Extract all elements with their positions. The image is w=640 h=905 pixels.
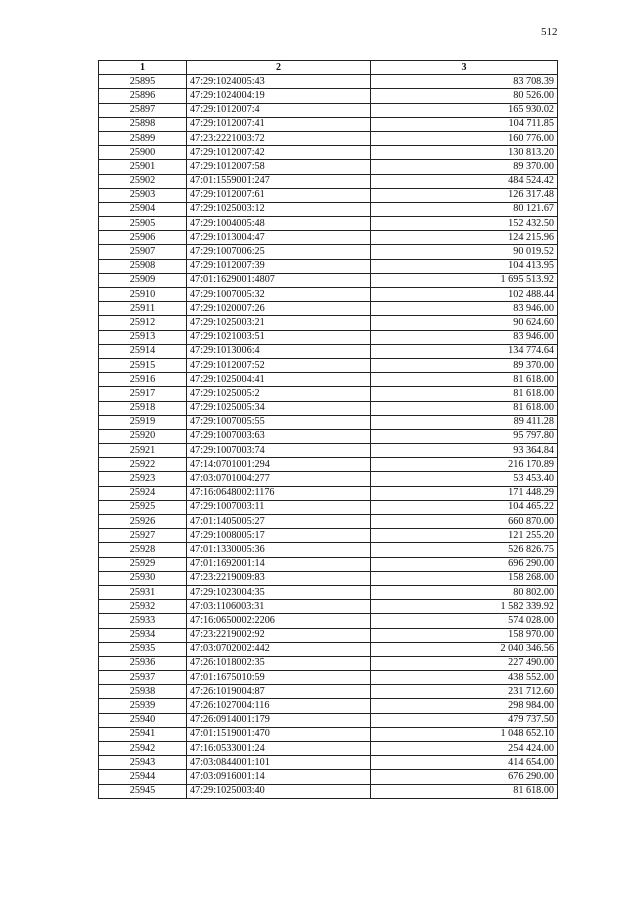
row-number: 25935 bbox=[99, 642, 187, 656]
cadastral-value: 80 526.00 bbox=[371, 89, 558, 103]
row-number: 25932 bbox=[99, 600, 187, 614]
table-row bbox=[99, 628, 558, 642]
row-number: 25939 bbox=[99, 699, 187, 713]
row-number: 25905 bbox=[99, 217, 187, 231]
table-row bbox=[99, 358, 558, 372]
cadastral-number: 47:29:1025003:21 bbox=[187, 316, 371, 330]
row-number: 25940 bbox=[99, 713, 187, 727]
cadastral-value: 126 317.48 bbox=[371, 188, 558, 202]
table-row bbox=[99, 557, 558, 571]
cadastral-value: 89 370.00 bbox=[371, 160, 558, 174]
cadastral-value: 104 465.22 bbox=[371, 500, 558, 514]
cadastral-number: 47:29:1020007:26 bbox=[187, 302, 371, 316]
table-header bbox=[99, 61, 558, 75]
cadastral-value: 90 624.60 bbox=[371, 316, 558, 330]
table-row bbox=[99, 231, 558, 245]
cadastral-value: 53 453.40 bbox=[371, 472, 558, 486]
cadastral-value: 134 774.64 bbox=[371, 344, 558, 358]
row-number: 25896 bbox=[99, 89, 187, 103]
table-row bbox=[99, 671, 558, 685]
cadastral-value: 83 708.39 bbox=[371, 75, 558, 89]
row-number: 25924 bbox=[99, 486, 187, 500]
row-number: 25945 bbox=[99, 784, 187, 798]
row-number: 25922 bbox=[99, 458, 187, 472]
cadastral-number: 47:29:1013004:47 bbox=[187, 231, 371, 245]
cadastral-number: 47:16:0533001:24 bbox=[187, 742, 371, 756]
table-row bbox=[99, 571, 558, 585]
cadastral-number: 47:29:1012007:41 bbox=[187, 117, 371, 131]
cadastral-number: 47:29:1004005:48 bbox=[187, 217, 371, 231]
table-row bbox=[99, 444, 558, 458]
row-number: 25898 bbox=[99, 117, 187, 131]
row-number: 25918 bbox=[99, 401, 187, 415]
table-row bbox=[99, 75, 558, 89]
row-number: 25923 bbox=[99, 472, 187, 486]
table-row bbox=[99, 429, 558, 443]
cadastral-value: 676 290.00 bbox=[371, 770, 558, 784]
cadastral-value: 254 424.00 bbox=[371, 742, 558, 756]
cadastral-value: 89 370.00 bbox=[371, 358, 558, 372]
table-row bbox=[99, 500, 558, 514]
table-row bbox=[99, 600, 558, 614]
table-row bbox=[99, 373, 558, 387]
cadastral-value: 171 448.29 bbox=[371, 486, 558, 500]
cadastral-value: 216 170.89 bbox=[371, 458, 558, 472]
cadastral-number: 47:16:0648002:1176 bbox=[187, 486, 371, 500]
cadastral-value: 2 040 346.56 bbox=[371, 642, 558, 656]
cadastral-number: 47:29:1023004:35 bbox=[187, 585, 371, 599]
table-row bbox=[99, 131, 558, 145]
row-number: 25919 bbox=[99, 415, 187, 429]
table-row bbox=[99, 188, 558, 202]
cadastral-value: 80 121.67 bbox=[371, 202, 558, 216]
row-number: 25909 bbox=[99, 273, 187, 287]
row-number: 25895 bbox=[99, 75, 187, 89]
cadastral-value: 696 290.00 bbox=[371, 557, 558, 571]
cadastral-value: 102 488.44 bbox=[371, 288, 558, 302]
cadastral-number: 47:29:1025005:34 bbox=[187, 401, 371, 415]
table-row bbox=[99, 515, 558, 529]
cadastral-value: 81 618.00 bbox=[371, 387, 558, 401]
cadastral-number: 47:01:1629001:4807 bbox=[187, 273, 371, 287]
row-number: 25899 bbox=[99, 131, 187, 145]
cadastral-value: 81 618.00 bbox=[371, 373, 558, 387]
cadastral-number: 47:29:1012007:42 bbox=[187, 146, 371, 160]
row-number: 25926 bbox=[99, 515, 187, 529]
table-row bbox=[99, 288, 558, 302]
table-row bbox=[99, 543, 558, 557]
table-row bbox=[99, 330, 558, 344]
table-row bbox=[99, 415, 558, 429]
cadastral-number: 47:29:1007003:63 bbox=[187, 429, 371, 443]
cadastral-value: 165 930.02 bbox=[371, 103, 558, 117]
row-number: 25931 bbox=[99, 585, 187, 599]
table-row bbox=[99, 756, 558, 770]
row-number: 25928 bbox=[99, 543, 187, 557]
cadastral-value: 121 255.20 bbox=[371, 529, 558, 543]
table-row bbox=[99, 458, 558, 472]
table-row bbox=[99, 146, 558, 160]
cadastral-value: 484 524.42 bbox=[371, 174, 558, 188]
cadastral-value: 227 490.00 bbox=[371, 656, 558, 670]
row-number: 25914 bbox=[99, 344, 187, 358]
cadastral-number: 47:29:1021003:51 bbox=[187, 330, 371, 344]
cadastral-value: 81 618.00 bbox=[371, 401, 558, 415]
cadastral-value: 83 946.00 bbox=[371, 330, 558, 344]
cadastral-number: 47:14:0701001:294 bbox=[187, 458, 371, 472]
cadastral-number: 47:01:1405005:27 bbox=[187, 515, 371, 529]
cadastral-number: 47:26:1027004:116 bbox=[187, 699, 371, 713]
cadastral-number: 47:23:2219009:83 bbox=[187, 571, 371, 585]
cadastral-number: 47:29:1007006:25 bbox=[187, 245, 371, 259]
row-number: 25907 bbox=[99, 245, 187, 259]
row-number: 25917 bbox=[99, 387, 187, 401]
row-number: 25941 bbox=[99, 727, 187, 741]
cadastral-number: 47:03:0844001:101 bbox=[187, 756, 371, 770]
row-number: 25943 bbox=[99, 756, 187, 770]
table-row bbox=[99, 585, 558, 599]
table-row bbox=[99, 89, 558, 103]
cadastral-number: 47:26:0914001:179 bbox=[187, 713, 371, 727]
cadastral-value: 158 268.00 bbox=[371, 571, 558, 585]
registry-table bbox=[98, 60, 558, 799]
table-row bbox=[99, 302, 558, 316]
cadastral-number: 47:01:1675010:59 bbox=[187, 671, 371, 685]
cadastral-value: 104 413.95 bbox=[371, 259, 558, 273]
cadastral-number: 47:23:2221003:72 bbox=[187, 131, 371, 145]
row-number: 25921 bbox=[99, 444, 187, 458]
header-col-3: 3 bbox=[371, 61, 558, 75]
row-number: 25936 bbox=[99, 656, 187, 670]
table-row bbox=[99, 784, 558, 798]
cadastral-number: 47:29:1007003:74 bbox=[187, 444, 371, 458]
table-row bbox=[99, 656, 558, 670]
cadastral-number: 47:29:1012007:4 bbox=[187, 103, 371, 117]
header-col-2: 2 bbox=[187, 61, 371, 75]
cadastral-number: 47:29:1012007:39 bbox=[187, 259, 371, 273]
cadastral-number: 47:16:0650002:2206 bbox=[187, 614, 371, 628]
row-number: 25925 bbox=[99, 500, 187, 514]
row-number: 25933 bbox=[99, 614, 187, 628]
row-number: 25908 bbox=[99, 259, 187, 273]
row-number: 25937 bbox=[99, 671, 187, 685]
row-number: 25904 bbox=[99, 202, 187, 216]
cadastral-value: 574 028.00 bbox=[371, 614, 558, 628]
row-number: 25900 bbox=[99, 146, 187, 160]
header-row bbox=[99, 61, 558, 75]
row-number: 25911 bbox=[99, 302, 187, 316]
row-number: 25927 bbox=[99, 529, 187, 543]
cadastral-number: 47:01:1692001:14 bbox=[187, 557, 371, 571]
cadastral-value: 130 813.20 bbox=[371, 146, 558, 160]
row-number: 25906 bbox=[99, 231, 187, 245]
page-number: 512 bbox=[541, 26, 558, 38]
table-row bbox=[99, 713, 558, 727]
table-row bbox=[99, 387, 558, 401]
cadastral-value: 438 552.00 bbox=[371, 671, 558, 685]
cadastral-number: 47:01:1519001:470 bbox=[187, 727, 371, 741]
table-row bbox=[99, 259, 558, 273]
row-number: 25910 bbox=[99, 288, 187, 302]
row-number: 25944 bbox=[99, 770, 187, 784]
row-number: 25915 bbox=[99, 358, 187, 372]
cadastral-number: 47:29:1024005:43 bbox=[187, 75, 371, 89]
table-row bbox=[99, 401, 558, 415]
cadastral-value: 1 048 652.10 bbox=[371, 727, 558, 741]
row-number: 25929 bbox=[99, 557, 187, 571]
cadastral-number: 47:26:1019004:87 bbox=[187, 685, 371, 699]
cadastral-value: 526 826.75 bbox=[371, 543, 558, 557]
cadastral-number: 47:29:1024004:19 bbox=[187, 89, 371, 103]
header-col-1: 1 bbox=[99, 61, 187, 75]
table-row bbox=[99, 103, 558, 117]
table-row bbox=[99, 770, 558, 784]
cadastral-number: 47:01:1559001:247 bbox=[187, 174, 371, 188]
row-number: 25942 bbox=[99, 742, 187, 756]
cadastral-number: 47:29:1025005:2 bbox=[187, 387, 371, 401]
cadastral-number: 47:29:1025004:41 bbox=[187, 373, 371, 387]
row-number: 25934 bbox=[99, 628, 187, 642]
cadastral-value: 80 802.00 bbox=[371, 585, 558, 599]
cadastral-value: 81 618.00 bbox=[371, 784, 558, 798]
row-number: 25901 bbox=[99, 160, 187, 174]
cadastral-number: 47:01:1330005:36 bbox=[187, 543, 371, 557]
cadastral-value: 158 970.00 bbox=[371, 628, 558, 642]
table-row bbox=[99, 117, 558, 131]
cadastral-value: 90 019.52 bbox=[371, 245, 558, 259]
table-row bbox=[99, 202, 558, 216]
table-row bbox=[99, 642, 558, 656]
row-number: 25913 bbox=[99, 330, 187, 344]
row-number: 25920 bbox=[99, 429, 187, 443]
cadastral-number: 47:29:1025003:12 bbox=[187, 202, 371, 216]
cadastral-number: 47:26:1018002:35 bbox=[187, 656, 371, 670]
cadastral-value: 124 215.96 bbox=[371, 231, 558, 245]
table-row bbox=[99, 174, 558, 188]
table-row bbox=[99, 316, 558, 330]
table-body bbox=[99, 75, 558, 799]
cadastral-number: 47:03:0916001:14 bbox=[187, 770, 371, 784]
table-row bbox=[99, 614, 558, 628]
table-row bbox=[99, 160, 558, 174]
cadastral-number: 47:29:1012007:52 bbox=[187, 358, 371, 372]
table-row bbox=[99, 472, 558, 486]
cadastral-value: 152 432.50 bbox=[371, 217, 558, 231]
cadastral-value: 104 711.85 bbox=[371, 117, 558, 131]
table-row bbox=[99, 344, 558, 358]
cadastral-value: 479 737.50 bbox=[371, 713, 558, 727]
table-row bbox=[99, 685, 558, 699]
cadastral-value: 660 870.00 bbox=[371, 515, 558, 529]
cadastral-number: 47:29:1008005:17 bbox=[187, 529, 371, 543]
cadastral-value: 298 984.00 bbox=[371, 699, 558, 713]
cadastral-value: 160 776.00 bbox=[371, 131, 558, 145]
cadastral-number: 47:23:2219002:92 bbox=[187, 628, 371, 642]
cadastral-number: 47:03:0702002:442 bbox=[187, 642, 371, 656]
row-number: 25897 bbox=[99, 103, 187, 117]
table-row bbox=[99, 245, 558, 259]
cadastral-value: 414 654.00 bbox=[371, 756, 558, 770]
cadastral-value: 1 695 513.92 bbox=[371, 273, 558, 287]
cadastral-number: 47:29:1012007:61 bbox=[187, 188, 371, 202]
row-number: 25916 bbox=[99, 373, 187, 387]
row-number: 25938 bbox=[99, 685, 187, 699]
table-row bbox=[99, 529, 558, 543]
cadastral-value: 93 364.84 bbox=[371, 444, 558, 458]
cadastral-number: 47:29:1013006:4 bbox=[187, 344, 371, 358]
cadastral-number: 47:29:1012007:58 bbox=[187, 160, 371, 174]
table-row bbox=[99, 486, 558, 500]
cadastral-number: 47:29:1025003:40 bbox=[187, 784, 371, 798]
cadastral-number: 47:29:1007005:55 bbox=[187, 415, 371, 429]
cadastral-number: 47:29:1007003:11 bbox=[187, 500, 371, 514]
table-row bbox=[99, 699, 558, 713]
cadastral-value: 89 411.28 bbox=[371, 415, 558, 429]
cadastral-value: 231 712.60 bbox=[371, 685, 558, 699]
cadastral-value: 83 946.00 bbox=[371, 302, 558, 316]
cadastral-number: 47:03:0701004:277 bbox=[187, 472, 371, 486]
table-row bbox=[99, 217, 558, 231]
row-number: 25902 bbox=[99, 174, 187, 188]
table-row bbox=[99, 727, 558, 741]
row-number: 25912 bbox=[99, 316, 187, 330]
cadastral-value: 95 797.80 bbox=[371, 429, 558, 443]
row-number: 25903 bbox=[99, 188, 187, 202]
row-number: 25930 bbox=[99, 571, 187, 585]
cadastral-number: 47:03:1106003:31 bbox=[187, 600, 371, 614]
table-row bbox=[99, 742, 558, 756]
cadastral-number: 47:29:1007005:32 bbox=[187, 288, 371, 302]
cadastral-value: 1 582 339.92 bbox=[371, 600, 558, 614]
table-row bbox=[99, 273, 558, 287]
